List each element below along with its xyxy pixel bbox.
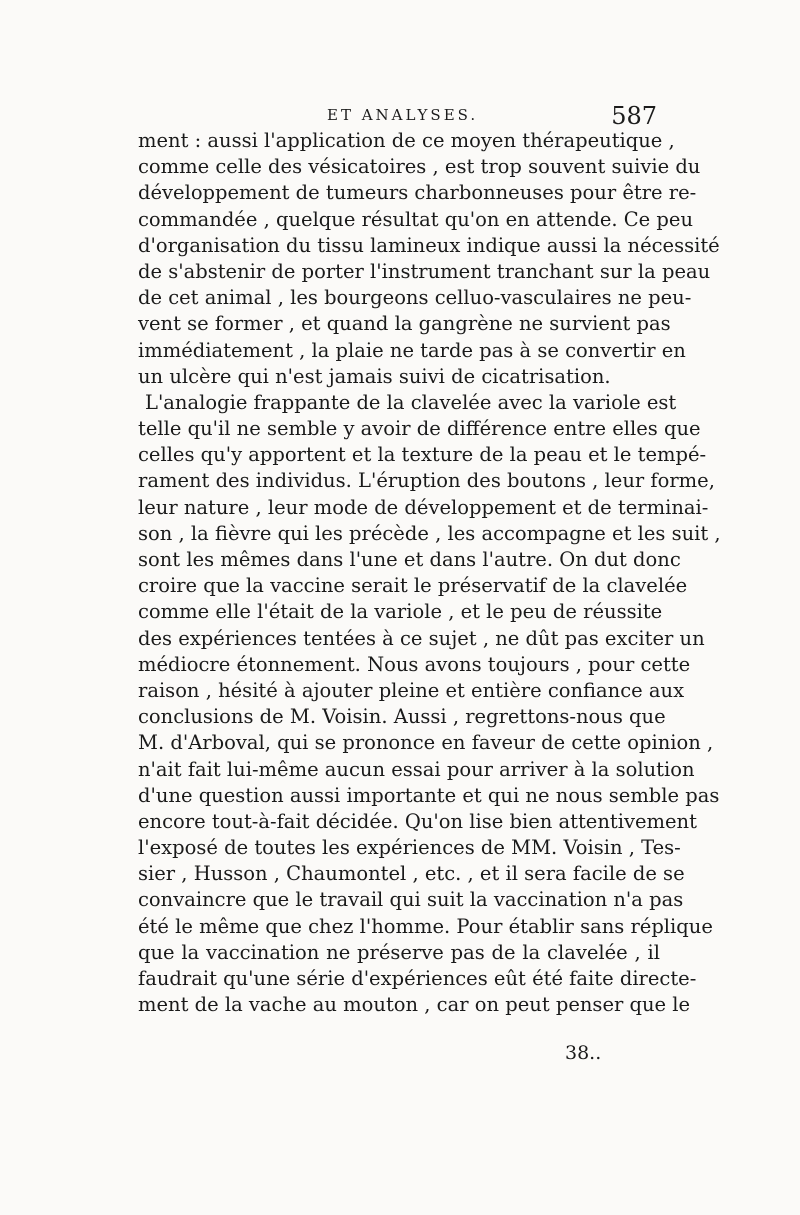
text-line: M. d'Arboval, qui se prononce en faveur de cette opinion , <box>138 731 714 755</box>
text-line: comme celle des vésicatoires , est trop souvent suivie du <box>138 155 701 179</box>
text-line: telle qu'il ne semble y avoir de différence entre elles que <box>138 417 701 441</box>
running-head: ET ANALYSES. <box>327 106 479 124</box>
text-line: ment : aussi l'application de ce moyen thérapeutique , <box>138 129 675 152</box>
text-line: sier , Husson , Chaumontel , etc. , et il sera facile de se <box>138 862 685 886</box>
text-line: L'analogie frappante de la clavelée avec la variole est <box>145 390 677 414</box>
text-line: l'exposé de toutes les expériences de MM. Voisin , Tes- <box>138 836 681 860</box>
text-line: leur nature , leur mode de développement et de terminai- <box>138 495 709 519</box>
text-line: été le même que chez l'homme. Pour établir sans réplique <box>138 914 713 938</box>
text-line: encore tout-à-fait décidée. Qu'on lise bien attentivement <box>138 809 697 833</box>
text-line: que la vaccination ne préserve pas de la clavelée , il <box>138 940 660 964</box>
text-line: d'organisation du tissu lamineux indique aussi la nécessité <box>138 233 720 257</box>
text-line: un ulcère qui n'est jamais suivi de cicatrisation. <box>138 364 611 388</box>
text-line: vent se former , et quand la gangrène ne survient pas <box>138 312 671 336</box>
text-line: des expériences tentées à ce sujet , ne dût pas exciter un <box>138 626 705 650</box>
text-line: immédiatement , la plaie ne tarde pas à se convertir en <box>138 338 686 362</box>
text-line: croire que la vaccine serait le préservatif de la clavelée <box>138 574 688 598</box>
text-line: rament des individus. L'éruption des boutons , leur forme, <box>138 469 715 493</box>
text-line: de s'abstenir de porter l'instrument tranchant sur la peau <box>138 259 711 283</box>
text-line: son , la fièvre qui les précède , les accompagne et les suit , <box>138 521 721 545</box>
text-line: ment de la vache au mouton , car on peut penser que le <box>138 993 691 1017</box>
text-line: médiocre étonnement. Nous avons toujours , pour cette <box>138 652 691 676</box>
text-line: commandée , quelque résultat qu'on en attende. Ce peu <box>138 207 693 231</box>
text-line: n'ait fait lui-même aucun essai pour arriver à la solution <box>138 757 695 781</box>
text-line: faudrait qu'une série d'expériences eût été faite directe- <box>138 967 697 990</box>
text-line: sont les mêmes dans l'une et dans l'autre. On dut donc <box>138 548 681 571</box>
text-line: comme elle l'était de la variole , et le peu de réussite <box>138 600 663 624</box>
text-line: de cet animal , les bourgeons celluo-vasculaires ne peu- <box>138 286 692 310</box>
signature-mark: 38.. <box>565 1042 602 1064</box>
body-text <box>138 128 721 1018</box>
text-line: d'une question aussi importante et qui ne nous semble pas <box>138 783 720 807</box>
text-line: développement de tumeurs charbonneuses pour être re- <box>138 181 697 205</box>
text-line: conclusions de M. Voisin. Aussi , regrettons-nous que <box>138 705 666 729</box>
text-line: celles qu'y apportent et la texture de la peau et le tempé- <box>138 443 707 467</box>
page-number: 587 <box>611 102 657 130</box>
text-line: raison , hésité à ajouter pleine et entière confiance aux <box>138 678 685 702</box>
text-line: convaincre que le travail qui suit la vaccination n'a pas <box>138 888 684 912</box>
